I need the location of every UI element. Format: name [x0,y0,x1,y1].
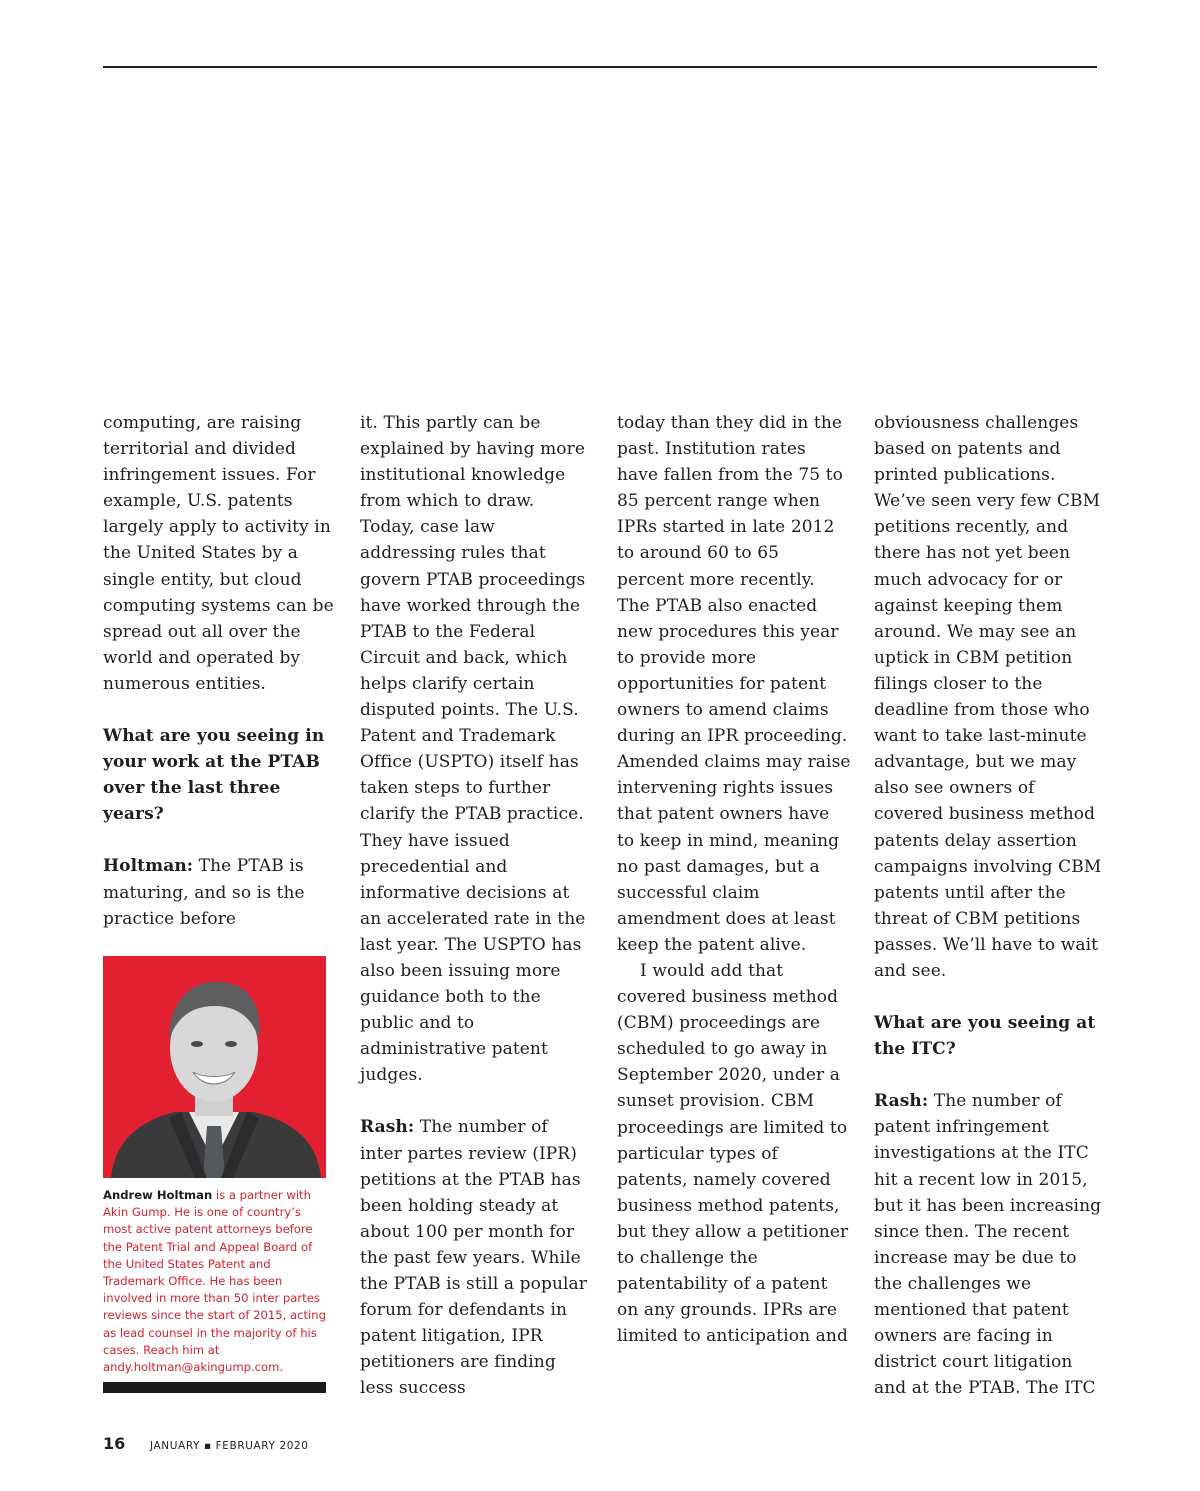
paragraph [874,1088,1108,1401]
paragraph-text: The number of patent infringement investigations at the ITC hit a recent low in 2015, but it has been increasing since then. The recent increase may be due to the challenges we mentioned that patent owners are facing in district court litigation and at the PTAB. The ITC [874,1091,1102,1399]
top-rule [103,66,1097,68]
speaker-name: Holtman: [103,856,194,877]
page-number: 16 [103,1434,126,1453]
page-footer [103,1434,309,1453]
paragraph: it. This partly can be explained by having more institutional knowledge from which to draw. Today, case law addressing rules that govern PTAB proceedings have worked through the PTAB to the Federal Circuit and back, which helps clarify certain disputed points. The U.S. Patent and Trademark Office (USPTO) itself has taken steps to further clarify the PTAB practice. They have issued precedential and informative decisions at an accelerated rate in the last year. The USPTO has also been issuing more guidance both to the public and to administrative patent judges. [360,413,586,1086]
paragraph: today than they did in the past. Institution rates have fallen from the 75 to 85 percent range when IPRs started in late 2012 to around 60 to 65 percent more recently. The PTAB also enacted new procedures this year to provide more opportunities for patent owners to amend claims during an IPR proceeding. Amended claims may raise intervening rights issues that patent owners have to keep in mind, meaning no past damages, but a successful claim amendment does at least keep the patent alive. [617,413,851,955]
paragraph [360,1114,594,1401]
author-caption [103,1187,331,1376]
article-column-3 [617,410,851,1349]
issue-date: JANUARY ▪ FEBRUARY 2020 [150,1440,309,1452]
speaker-name: Rash: [874,1091,929,1112]
author-headshot-photo [103,956,326,1178]
paragraph-text: The number of inter partes review (IPR) petitions at the PTAB has been holding steady at about 100 per month for the past few years. While the PTAB is still a popular forum for defendants in patent litigation, IPR petitioners are finding less success [360,1117,587,1399]
interview-question: What are you seeing at the ITC? [874,1013,1096,1060]
author-name: Andrew Holtman [103,1188,213,1202]
paragraph: computing, are raising territorial and divided infringement issues. For example, U.S. patents largely apply to activity in the United States by a single entity, but cloud computing systems can be spread out all over the world and operated by numerous entities. [103,413,334,694]
paragraph [103,853,335,931]
article-column-2 [360,410,594,1401]
caption-end: . [279,1360,284,1375]
article-column-1 [103,410,335,932]
headshot-icon [103,956,326,1178]
author-bio: is a partner with Akin Gump. He is one of country’s most active patent attorneys before the Patent Trial and Appeal Board of the United States Patent and Trademark Office. He has been involved in more than 50 inter partes reviews since the start of 2015, acting as lead counsel in the majority of his cases. Reach him at [103,1188,326,1357]
interview-question: What are you seeing in your work at the PTAB over the last three years? [103,726,325,825]
paragraph: obviousness challenges based on patents and printed publications. We’ve seen very few CBM petitions recently, and there has not yet been much advocacy for or against keeping them around. We may see an uptick in CBM petition filings closer to the deadline from those who want to take last-minute advantage, but we may also see owners of covered business method patents delay assertion campaigns involving CBM patents until after the threat of CBM petitions passes. We’ll have to wait and see. [874,413,1102,981]
paragraph: I would add that covered business method (CBM) proceedings are scheduled to go away in September 2020, under a sunset provision. CBM proceedings are limited to particular types of patents, namely covered business method patents, but they allow a petitioner to challenge the patentability of a patent on any grounds. IPRs are limited to anticipation and [617,960,849,1347]
paragraph-text: The PTAB is maturing, and so is the practice before [103,856,305,929]
speaker-name: Rash: [360,1117,415,1138]
article-column-4 [874,410,1108,1401]
author-email: andy.holtman@akingump.com [103,1360,280,1375]
caption-bottom-bar [103,1382,326,1393]
